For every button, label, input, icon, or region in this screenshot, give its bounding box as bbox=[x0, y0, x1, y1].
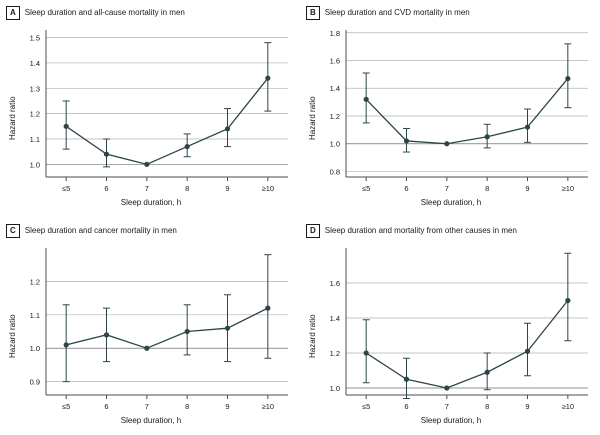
y-tick-label: 0.8 bbox=[329, 167, 340, 177]
panel-d bbox=[300, 218, 600, 435]
y-tick-label: 1.1 bbox=[29, 310, 40, 320]
data-point bbox=[104, 332, 109, 337]
panel-d-xlabel: Sleep duration, h bbox=[420, 416, 482, 425]
y-tick-label: 1.0 bbox=[29, 344, 40, 354]
panel-c-letter: C bbox=[6, 224, 20, 238]
panel-b bbox=[300, 0, 600, 217]
x-tick-label: 8 bbox=[185, 184, 190, 193]
y-tick-label: 1.0 bbox=[329, 139, 340, 149]
x-tick-label: ≥10 bbox=[261, 402, 275, 411]
y-tick-label: 1.8 bbox=[329, 28, 340, 38]
data-point bbox=[404, 377, 409, 382]
data-point bbox=[364, 350, 369, 355]
x-tick-label: 6 bbox=[104, 184, 109, 193]
data-point bbox=[525, 124, 530, 129]
data-point bbox=[265, 306, 270, 311]
data-point bbox=[525, 349, 530, 354]
data-point bbox=[485, 134, 490, 139]
panel-a-plot bbox=[0, 22, 300, 217]
x-tick-label: ≥10 bbox=[561, 184, 575, 193]
y-tick-label: 1.4 bbox=[329, 84, 340, 94]
data-point bbox=[144, 162, 149, 167]
data-point bbox=[565, 298, 570, 303]
data-point bbox=[225, 326, 230, 331]
x-tick-label: 9 bbox=[225, 402, 230, 411]
x-tick-label: 6 bbox=[104, 402, 109, 411]
x-tick-label: 6 bbox=[404, 184, 409, 193]
y-tick-label: 1.2 bbox=[29, 277, 40, 287]
panel-c-plot bbox=[0, 240, 300, 435]
panel-b-header bbox=[306, 6, 470, 20]
y-tick-label: 1.0 bbox=[329, 384, 340, 393]
x-tick-label: ≥10 bbox=[261, 184, 275, 193]
panel-c-canvas bbox=[0, 240, 300, 435]
panel-b-title: Sleep duration and CVD mortality in men bbox=[324, 8, 470, 17]
data-point bbox=[185, 329, 190, 334]
y-tick-label: 1.2 bbox=[329, 349, 340, 358]
x-tick-label: 7 bbox=[144, 184, 149, 193]
x-tick-label: 7 bbox=[444, 184, 449, 193]
y-tick-label: 1.2 bbox=[329, 111, 340, 121]
x-tick-label: 9 bbox=[525, 184, 530, 193]
panel-d-title: Sleep duration and mortality from other causes in men bbox=[324, 226, 517, 235]
x-tick-label: 8 bbox=[485, 402, 490, 411]
y-tick-label: 1.4 bbox=[29, 58, 40, 68]
panel-d-canvas bbox=[300, 240, 600, 435]
x-tick-label: 9 bbox=[225, 184, 230, 193]
panel-a-ylabel: Hazard ratio bbox=[8, 96, 17, 140]
panel-b-plot bbox=[300, 22, 600, 217]
panel-c-header bbox=[6, 224, 177, 238]
panel-b-xlabel: Sleep duration, h bbox=[420, 198, 482, 207]
y-tick-label: 1.6 bbox=[329, 279, 340, 288]
panel-c bbox=[0, 218, 300, 435]
panel-a-canvas bbox=[0, 22, 300, 217]
y-tick-label: 1.3 bbox=[29, 84, 40, 94]
data-point bbox=[364, 97, 369, 102]
data-point bbox=[104, 152, 109, 157]
panel-a-letter: A bbox=[6, 6, 20, 20]
panel-b-ylabel: Hazard ratio bbox=[308, 96, 317, 140]
y-tick-label: 1.6 bbox=[329, 56, 340, 66]
panel-d-plot bbox=[300, 240, 600, 435]
x-tick-label: 9 bbox=[525, 402, 530, 411]
x-tick-label: ≤5 bbox=[362, 184, 371, 193]
data-point bbox=[565, 76, 570, 81]
x-tick-label: 6 bbox=[404, 402, 409, 411]
x-tick-label: ≥10 bbox=[561, 402, 575, 411]
data-point bbox=[485, 370, 490, 375]
panel-d-ylabel: Hazard ratio bbox=[308, 314, 317, 358]
panel-b-letter: B bbox=[306, 6, 320, 20]
x-tick-label: ≤5 bbox=[362, 402, 371, 411]
y-tick-label: 1.4 bbox=[329, 314, 340, 323]
y-tick-label: 1.5 bbox=[29, 33, 40, 43]
x-tick-label: 7 bbox=[444, 402, 449, 411]
panel-c-title: Sleep duration and cancer mortality in men bbox=[24, 226, 177, 235]
panel-a-title: Sleep duration and all-cause mortality in men bbox=[24, 8, 185, 17]
panel-c-xlabel: Sleep duration, h bbox=[120, 416, 182, 425]
x-tick-label: ≤5 bbox=[62, 184, 71, 193]
data-point bbox=[225, 126, 230, 131]
data-point bbox=[144, 346, 149, 351]
panel-d-header bbox=[306, 224, 517, 238]
panel-d-letter: D bbox=[306, 224, 320, 238]
panel-a bbox=[0, 0, 300, 217]
y-tick-label: 1.2 bbox=[29, 109, 40, 119]
x-tick-label: 7 bbox=[144, 402, 149, 411]
y-tick-label: 0.9 bbox=[29, 377, 40, 387]
panel-a-xlabel: Sleep duration, h bbox=[120, 198, 182, 207]
data-point bbox=[185, 144, 190, 149]
x-tick-label: 8 bbox=[185, 402, 190, 411]
panel-a-header bbox=[6, 6, 185, 20]
data-point bbox=[265, 76, 270, 81]
panel-c-ylabel: Hazard ratio bbox=[8, 314, 17, 358]
y-tick-label: 1.0 bbox=[29, 160, 40, 170]
data-point bbox=[444, 385, 449, 390]
x-tick-label: 8 bbox=[485, 184, 490, 193]
x-tick-label: ≤5 bbox=[62, 402, 71, 411]
data-point bbox=[444, 141, 449, 146]
data-point bbox=[64, 342, 69, 347]
data-point bbox=[64, 124, 69, 129]
data-point bbox=[404, 138, 409, 143]
panel-b-canvas bbox=[300, 22, 600, 217]
y-tick-label: 1.1 bbox=[29, 134, 40, 144]
